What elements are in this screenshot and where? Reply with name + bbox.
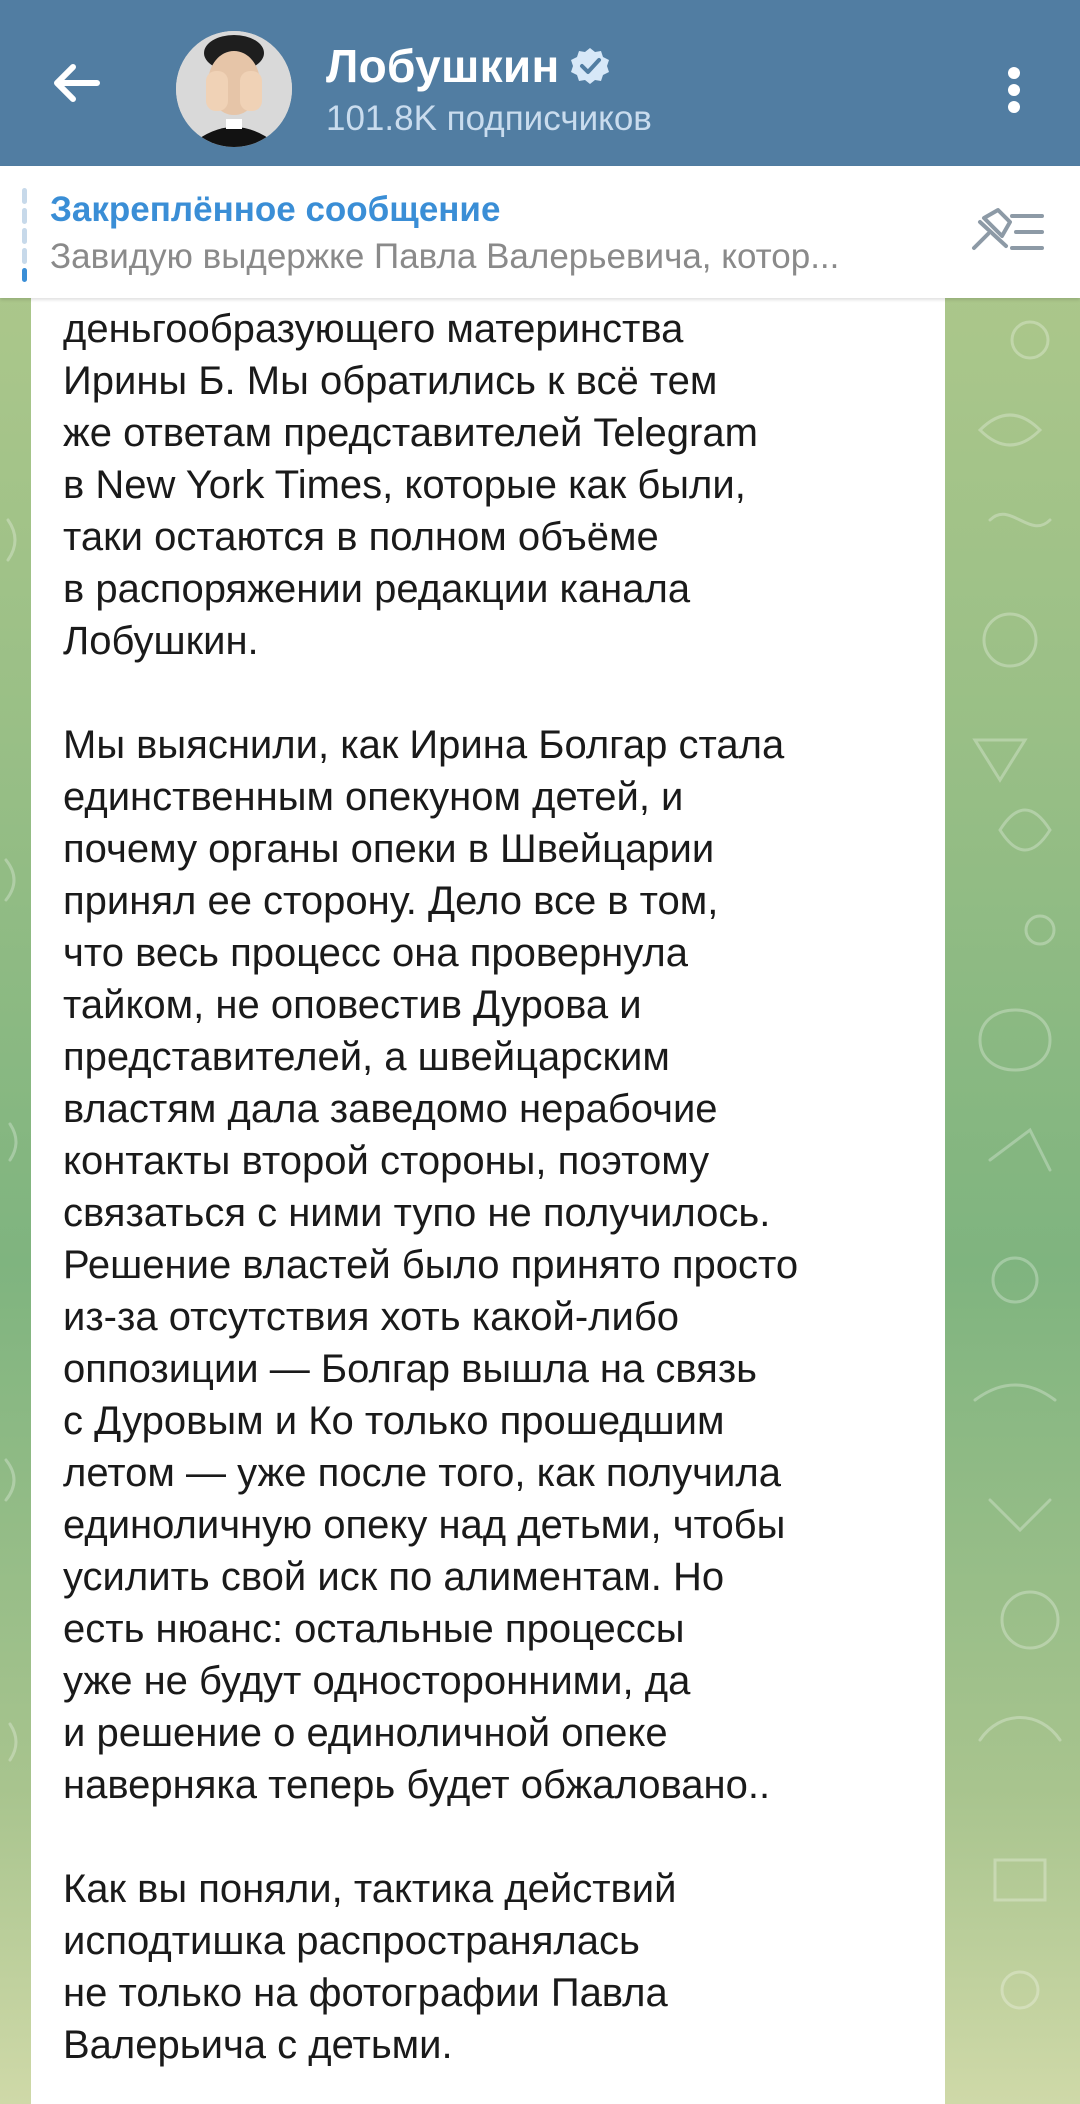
subscriber-count: 101.8K подписчиков <box>326 99 652 138</box>
pinned-position-indicator <box>22 188 27 278</box>
channel-avatar[interactable] <box>176 31 292 147</box>
more-vertical-icon <box>1006 65 1022 115</box>
pinned-list-icon[interactable] <box>970 200 1046 266</box>
pinned-preview-text: Завидую выдержке Павла Валерьевича, котор... <box>50 237 840 276</box>
message-bubble[interactable] <box>31 200 945 2104</box>
channel-title: Лобушкин <box>326 40 560 92</box>
more-menu-button[interactable] <box>986 56 1042 124</box>
message-text: деньгообразующего материнства Ирины Б. Мы обратились к всё тем же ответам представителей Telegram в New York Times, которые как были, таки остаются в полном объёме в распоряжении редакции канала Лобушкин. Мы выяснили, как Ирина Болгар стала единственным опекуном детей, и почему органы опеки в Швейцарии принял ее сторону. Дело все в том, что весь процесс она провернула тайком, не оповестив Дурова и представителей, а швейцарским властям дала заведомо нерабочие контакты второй стороны, поэтому связаться с ними тупо не получилось. Решение властей было принято просто из-за отсутствия хоть какой-либо оппозиции — Болгар вышла на связь с Дуровым и Ко только прошедшим летом — уже после того, как получила единоличную опеку над детьми, чтобы усилить свой иск по алиментам. Но есть нюанс: остальные процессы уже не будут односторонними, да и решение о единоличной опеке наверняка теперь будет обжаловано.. Как вы поняли, тактика действий исподтишка распространялась не только на фотографии Павла Валерьича с детьми. <box>63 307 799 2067</box>
pinned-title: Закреплённое сообщение <box>50 190 501 229</box>
pinned-message-bar[interactable] <box>0 166 1080 298</box>
back-button[interactable] <box>38 45 114 121</box>
channel-header <box>0 0 1080 166</box>
verified-badge-icon <box>570 46 610 86</box>
channel-title-row[interactable] <box>326 38 610 94</box>
avatar-photo-icon <box>176 31 292 147</box>
arrow-left-icon <box>51 63 101 103</box>
